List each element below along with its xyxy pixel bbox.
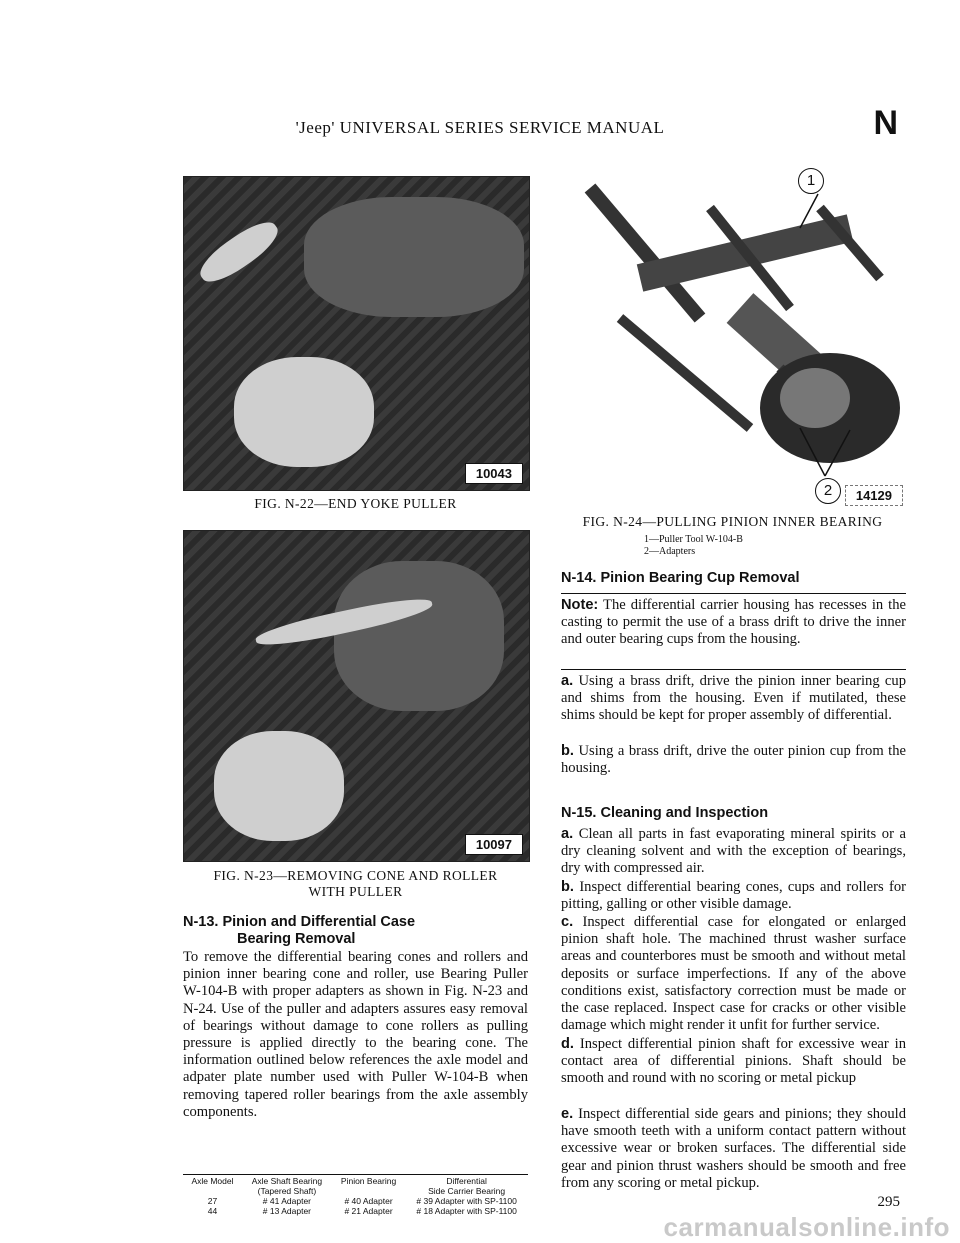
watermark: carmanualsonline.info — [663, 1212, 950, 1242]
note-bottom-rule — [561, 669, 906, 670]
section-letter: N — [873, 104, 898, 142]
section-n14-item-b — [561, 743, 906, 777]
item-text: Inspect differential case for elongated or enlarged pinion shaft hole. The machined thrust washer surface areas and counterbores must be smooth and without metal deposits or surface imperfections. If any of the above conditions exist, satisfactory correction must be made or the case replaced. Inspect case for cracks or other visible damage which might render it unfit for further service. — [561, 914, 906, 1034]
section-n14-item-a — [561, 673, 906, 725]
figure-n22-number: 10043 — [465, 463, 523, 484]
note-text: The differential carrier housing has recesses in the casting to permit the use of a brass drift to drive the inner and outer bearing cups from the housing. — [561, 597, 906, 648]
callout-1: 1 — [798, 168, 824, 194]
item-letter: b. — [561, 879, 574, 895]
table-row — [183, 1206, 528, 1216]
figure-n23-caption-line1: FIG. N-23—REMOVING CONE AND ROLLER — [213, 868, 498, 883]
section-n15-item-a — [561, 826, 906, 878]
section-n13-paragraph: To remove the differential bearing cones and rollers and pinion inner bearing cone and roller, use Bearing Puller W-104-B with proper adapters as shown in Fig. N-23 and N-24. Use of the puller and adapters assures easy removal of bearings without damage to cone rollers as pulling pressure is applied directly to the bearing cone. The information outlined below references the axle model and adpater plate number used with Puller W-104-B when removing tapered roller bearings from the axle assembly components. — [183, 949, 528, 1120]
figure-n22-photo — [183, 176, 530, 491]
page-number: 295 — [877, 1194, 900, 1210]
figure-n22-caption: FIG. N-22—END YOKE PULLER — [254, 496, 457, 511]
table-cell: # 41 Adapter — [262, 1196, 312, 1206]
section-n15-item-c — [561, 914, 906, 1034]
item-letter: a. — [561, 826, 574, 842]
table-header-cell: Axle Model — [191, 1176, 234, 1186]
section-n15-item-e — [561, 1106, 906, 1192]
item-letter: d. — [561, 1036, 574, 1052]
item-letter: b. — [561, 743, 574, 759]
figure-n24-legend — [644, 534, 743, 558]
table-header-cell: Differential Side Carrier Bearing — [428, 1176, 506, 1196]
note-top-rule — [561, 593, 906, 594]
note-label: Note: — [561, 597, 599, 613]
item-letter: e. — [561, 1106, 574, 1122]
item-text: Using a brass drift, drive the outer pinion cup from the housing. — [561, 743, 906, 777]
figure-n24-illustration — [560, 168, 905, 508]
table-cell: # 40 Adapter — [344, 1196, 393, 1206]
adapter-table — [183, 1176, 528, 1216]
table-cell: # 13 Adapter — [262, 1206, 312, 1216]
legend-item: 1—Puller Tool W-104-B — [644, 534, 743, 545]
figure-n24-number: 14129 — [845, 485, 903, 506]
table-cell: 27 — [207, 1196, 218, 1206]
section-n15-item-d — [561, 1036, 906, 1088]
table-cell: 44 — [207, 1206, 218, 1216]
figure-n24-photo — [560, 168, 905, 508]
figure-n23-number: 10097 — [465, 834, 523, 855]
legend-item: 2—Adapters — [644, 546, 696, 557]
figure-n24-caption: FIG. N-24—PULLING PINION INNER BEARING — [582, 514, 883, 529]
table-header-cell: Pinion Bearing — [340, 1176, 397, 1186]
item-letter: a. — [561, 673, 574, 689]
table-top-rule — [183, 1174, 528, 1175]
item-text: Using a brass drift, drive the pinion inner bearing cup and shims from the housing. Even if mutilated, these shims should be kept for proper assembly of differential. — [561, 673, 906, 724]
page-header-title: 'Jeep' UNIVERSAL SERIES SERVICE MANUAL — [295, 118, 665, 137]
section-n14-heading: N-14. Pinion Bearing Cup Removal — [561, 570, 800, 586]
item-text: Inspect differential pinion shaft for excessive wear in contact area of differential pinions. Shaft should be smooth and round with no scoring or metal pickup — [561, 1036, 906, 1087]
figure-n23-caption-line2: WITH PULLER — [308, 884, 403, 899]
table-header-cell: Axle Shaft Bearing (Tapered Shaft) — [251, 1176, 323, 1196]
item-letter: c. — [561, 914, 574, 930]
figure-n23-photo — [183, 530, 530, 862]
item-text: Inspect differential bearing cones, cups and rollers for pitting, galling or other visible damage. — [561, 879, 907, 913]
callout-2: 2 — [815, 478, 841, 504]
section-n15-item-b — [561, 879, 906, 913]
section-n13-heading-line1: N-13. Pinion and Differential Case — [183, 914, 416, 930]
section-n15-heading: N-15. Cleaning and Inspection — [561, 805, 769, 821]
section-n14-note — [561, 597, 906, 649]
table-row — [183, 1196, 528, 1206]
table-header-row — [183, 1176, 528, 1196]
item-text: Inspect differential side gears and pinions; they should have smooth teeth with a uniform contact pattern without excessive wear or broken surfaces. The differential side gear and pinion thrust washers should be smooth and free from any scoring or metal pickup. — [561, 1106, 906, 1191]
table-cell: # 21 Adapter — [344, 1206, 393, 1216]
section-n13-heading-line2: Bearing Removal — [237, 931, 356, 947]
table-cell: # 18 Adapter with SP-1100 — [416, 1206, 517, 1216]
table-cell: # 39 Adapter with SP-1100 — [416, 1196, 517, 1206]
item-text: Clean all parts in fast evaporating mineral spirits or a dry cleaning solvent and with the exception of bearings, dry with compressed air. — [561, 826, 906, 877]
